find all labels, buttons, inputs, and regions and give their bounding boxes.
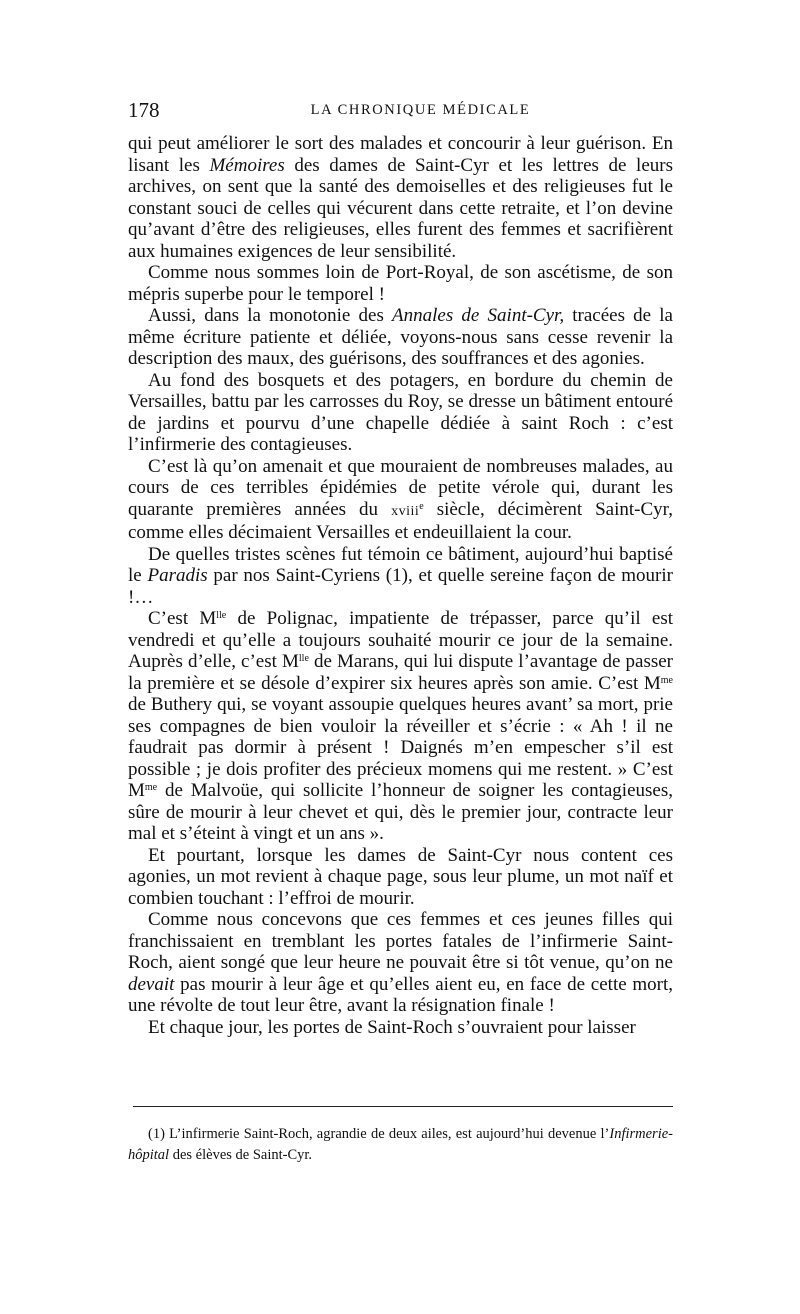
superscript: e [419,500,424,512]
text-span: de Polignac, impatiente de trépasser, parce qu’il est vendredi et qu’elle a toujours souhaité mourir ce jour de la semaine. Auprès d’elle, c’est M [128,608,673,672]
footnote-divider [133,1106,673,1107]
superscript: lle [298,653,309,664]
italic-title: Mémoires [209,154,285,176]
paragraph-8: Et pourtant, lorsque les dames de Saint-Cyr nous content ces agonies, un mot revient à chaque page, sous leur plume, un mot naïf et combien touchant : l’effroi de mourir. [128,844,673,909]
text-span: des élèves de Saint-Cyr. [169,1147,313,1163]
text-span: siècle, décimèrent Saint-Cyr, comme elles décimaient Versailles et endeuillaient la cour. [128,498,673,543]
text-span: Aussi, dans la monotonie des [148,305,393,326]
paragraph-10: Et chaque jour, les portes de Saint-Roch s’ouvraient pour laisser [148,1016,636,1038]
superscript: lle [216,610,227,621]
text-span: tracées de la même écriture patiente et déliée, voyons-nous sans cesse revenir la description des maux, des guérisons, des souffrances et des agonies. [128,305,673,369]
text-span: de Buthery qui, se voyant assoupie quelques heures avant’ sa mort, prie ses compagnes de bien vouloir la réveiller et s’écrie : « Ah ! il ne faudrait pas dormir à présent ! Daignés m’en empescher s’il est possible ; je dois profiter des précieux momens qui me restent. » C’est M [128,694,673,801]
text-span: des dames de Saint-Cyr et les lettres de leurs archives, on sent que la santé des demoiselles et des religieuses fut le constant souci de celles qui vécurent dans cette retraite, et l’on devine qu’avant d’être des religieuses, elles furent des femmes et sacrifièrent aux humaines exigences de leur sensibilité. [128,154,673,262]
page-number: 178 [128,98,160,122]
paragraph-3 [128,305,673,370]
paragraph-2: Comme nous sommes loin de Port-Royal, de son ascétisme, de son mépris superbe pour le temporel ! [128,262,673,305]
text-span: par nos Saint-Cyriens (1), et quelle sereine façon de mourir !… [128,565,673,608]
text-span: C’est M [148,608,217,629]
footnote-text [128,1124,673,1166]
text-span: de Marans, qui lui dispute l’avantage de passer la première et se désole d’expirer six heures après son amie. C’est M [128,651,674,694]
paragraph-4: Au fond des bosquets et des potagers, en bordure du chemin de Versailles, battu par les carrosses du Roy, se dresse un bâtiment entouré de jardins et pourvu d’une chapelle dédiée à saint Roch : c’est l’infirmerie des contagieuses. [128,369,673,455]
footnote [128,1124,673,1166]
text-span: (1) L’infirmerie Saint-Roch, agrandie de deux ailes, est aujourd’hui devenue l’ [148,1126,610,1142]
paragraph-9 [128,909,673,1017]
page-header [128,98,673,128]
paragraph-7 [128,608,673,845]
superscript: me [660,674,673,686]
italic-word: Paradis [147,565,208,586]
italic-word: devait [128,973,175,995]
text-span: De quelles tristes scènes fut témoin ce bâtiment, aujourd’hui baptisé le [128,543,673,586]
paragraph-5 [128,456,673,544]
text-span: C’est là qu’on amenait et que mouraient de nombreuses malades, au cours de ces terribles épidémies de petite vérole qui, durant les quarante premières années du [128,455,673,520]
paragraph-1 [128,133,673,262]
text-span: de Malvoüe, qui sollicite l’honneur de soigner les contagieuses, sûre de mourir à leur chevet et qui, dès le premier jour, contracte leur mal et s’éteint à vingt et un ans ». [128,780,673,844]
century-numeral: xviii [391,503,420,519]
text-span: Comme nous concevons que ces femmes et ces jeunes filles qui franchissaient en tremblant les portes fatales de l’infirmerie Saint-Roch, aient songé que leur heure ne pouvait être si tôt venue, qu’on ne [128,909,673,973]
superscript: me [144,782,158,793]
text-span: qui peut améliorer le sort des malades et concourir à leur guérison. En lisant les [128,133,673,176]
running-title: LA CHRONIQUE MÉDICALE [310,102,531,118]
text-span: pas mourir à leur âge et qu’elles aient eu, en face de cette mort, une révolte de tout leur être, avant la résignation finale ! [128,973,673,1016]
italic-word: Infirmerie-hôpital [128,1126,673,1163]
italic-title: Annales de Saint-Cyr, [392,305,565,326]
paragraph-6 [128,544,673,609]
body-text [128,133,673,1038]
